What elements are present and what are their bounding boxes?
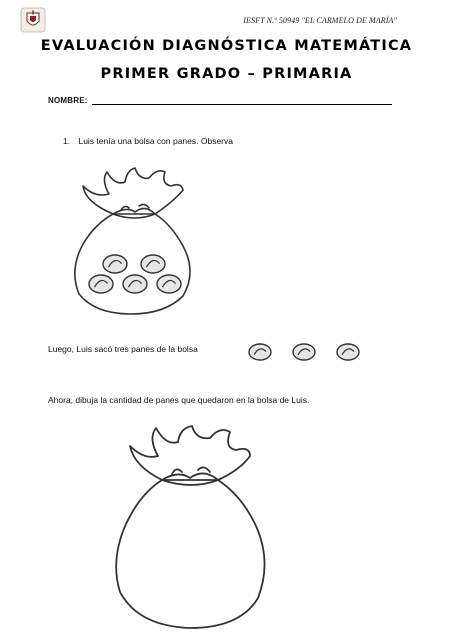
bread-bun-icon [123,275,147,293]
page-subtitle: PRIMER GRADO – PRIMARIA [100,66,353,82]
taken-buns [246,342,366,362]
bread-bun-icon [89,275,113,293]
bread-bun-icon [141,255,165,273]
name-field[interactable] [92,96,392,105]
statement-luego: Luego, Luis sacó tres panes de la bolsa [48,344,198,354]
question-1-text: Luis tenía una bolsa con panes. Observa [78,136,233,146]
question-1 [63,136,233,146]
bread-bun-icon [103,255,127,273]
bread-bun-icon [249,344,271,360]
school-name: IESFT N.º 50949 "EL CARMELO DE MARÍA" [243,16,397,25]
bread-bun-icon [293,344,315,360]
instruction-ahora: Ahora, dibuja la cantidad de panes que quedaron en la bolsa de Luis. [48,395,310,405]
page-title: EVALUACIÓN DIAGNÓSTICA MATEMÁTICA [40,38,413,54]
school-crest-icon [20,7,46,33]
bread-bun-icon [157,275,181,293]
question-number: 1. [63,136,71,146]
empty-bag-icon[interactable] [100,420,280,635]
name-field-row [48,96,392,105]
name-label: NOMBRE: [48,96,88,105]
bread-bun-icon [337,344,359,360]
bread-buns [65,162,200,322]
